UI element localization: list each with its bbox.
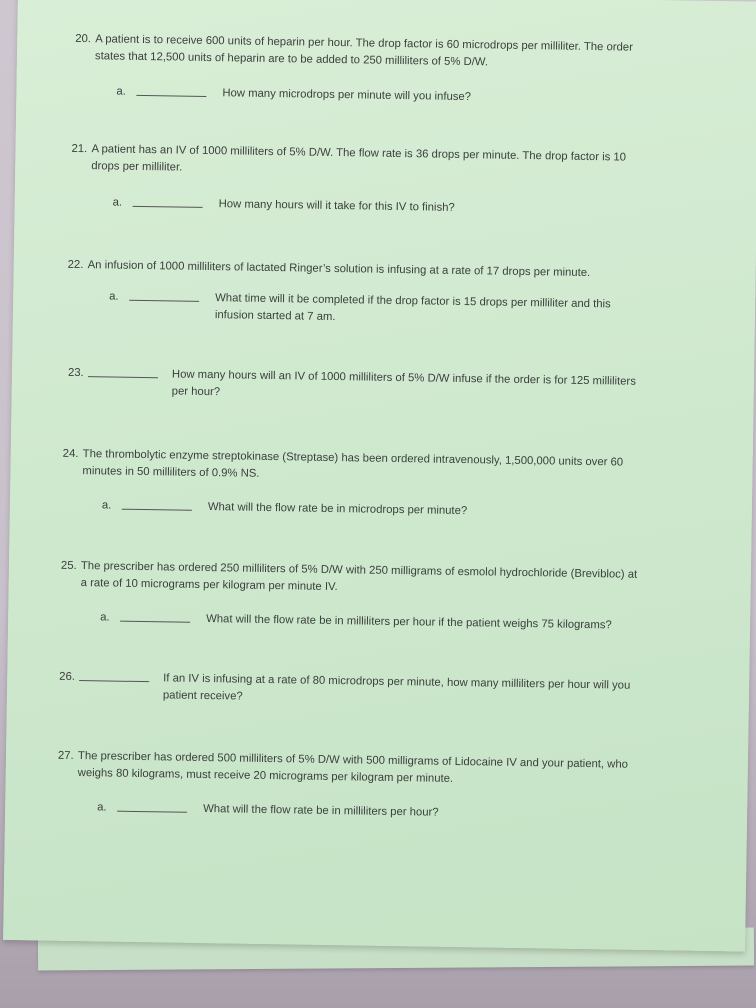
answer-blank[interactable]	[120, 621, 190, 623]
question-text-line: An infusion of 1000 milliliters of lactated Ringer’s solution is infusing at a rate of 17 drops per minute.	[87, 259, 591, 280]
question-text-line: minutes in 50 milliliters of 0.9% NS.	[82, 465, 260, 480]
question-text-line: patient receive?	[162, 689, 243, 703]
question-21	[71, 141, 712, 191]
subquestion-text: How many hours will it take for this IV to finish?	[218, 198, 455, 214]
subquestion-text: infusion started at 7 am.	[214, 309, 336, 324]
subquestion-24a	[102, 497, 602, 525]
question-text-line: drops per milliliter.	[91, 160, 183, 174]
question-24	[62, 446, 703, 496]
question-25	[60, 558, 701, 608]
question-number: 26.	[59, 670, 76, 683]
subquestion-text: How many microdrops per minute will you infuse?	[222, 87, 472, 104]
subquestion-text: What time will it be completed if the drop factor is 15 drops per milliliter and this	[215, 292, 611, 311]
subquestion-text: What will the flow rate be in milliliters per hour?	[203, 803, 439, 819]
subquestion-label: a.	[109, 290, 119, 303]
answer-blank[interactable]	[129, 300, 199, 302]
question-number: 21.	[71, 142, 88, 156]
question-number: 24.	[62, 447, 79, 461]
question-text-line: A patient has an IV of 1000 milliliters of 5% D/W. The flow rate is 36 drops per minute. The drop factor is 10	[91, 143, 627, 164]
subquestion-label: a.	[101, 499, 112, 512]
subquestion-21a	[112, 195, 612, 223]
subquestion-25a	[100, 609, 660, 638]
question-text-line: weighs 80 kilograms, must receive 20 micrograms per kilogram per minute.	[77, 767, 454, 785]
question-text-line: states that 12,500 units of heparin are to be added to 250 milliliters of 5% D/W.	[94, 50, 489, 69]
question-27	[57, 748, 698, 798]
question-text-line: A patient is to receive 600 units of heparin per hour. The drop factor is 60 microdrops per milliliter. The order	[95, 33, 633, 54]
question-text-line: The prescriber has ordered 250 milliliters of 5% D/W with 250 milligrams of esmolol hydrochloride (Brevibloc) at	[80, 560, 638, 581]
worksheet-page	[3, 0, 756, 952]
question-number: 27.	[57, 749, 74, 762]
subquestion-label: a.	[100, 611, 110, 624]
question-23	[68, 365, 688, 411]
subquestion-text: What will the flow rate be in microdrops per minute?	[207, 501, 468, 518]
subquestion-text: What will the flow rate be in milliliters per hour if the patient weighs 75 kilograms?	[206, 613, 612, 632]
answer-blank[interactable]	[122, 509, 192, 511]
answer-blank[interactable]	[88, 376, 158, 378]
subquestion-27a	[97, 799, 597, 827]
question-text-line: a rate of 10 micrograms per kilogram per minute IV.	[80, 577, 338, 594]
answer-blank[interactable]	[133, 206, 203, 208]
question-26	[59, 669, 679, 715]
answer-blank[interactable]	[117, 811, 187, 813]
question-text-line: The prescriber has ordered 500 milliliters of 5% D/W with 500 milligrams of Lidocaine IV and your patient, who	[77, 750, 629, 771]
question-number: 22.	[67, 258, 84, 272]
question-text-line: The thrombolytic enzyme streptokinase (Streptase) has been ordered intravenously, 1,500,000 units over 60	[82, 448, 624, 469]
subquestion-20a	[116, 84, 616, 112]
question-number: 20.	[75, 32, 92, 46]
question-number: 23.	[67, 366, 84, 380]
question-22	[68, 257, 708, 287]
question-text-line: per hour?	[171, 385, 221, 399]
subquestion-label: a.	[112, 196, 123, 209]
question-number: 25.	[60, 559, 77, 572]
question-20	[75, 31, 716, 81]
subquestion-22a	[109, 288, 649, 332]
subquestion-label: a.	[97, 801, 107, 814]
question-text-line: How many hours will an IV of 1000 milliliters of 5% D/W infuse if the order is for 125 milliliters	[171, 368, 636, 388]
answer-blank[interactable]	[79, 680, 149, 682]
question-text-line: If an IV is infusing at a rate of 80 microdrops per minute, how many milliliters per hour will you	[163, 672, 631, 692]
answer-blank[interactable]	[136, 95, 206, 97]
subquestion-label: a.	[116, 85, 126, 98]
